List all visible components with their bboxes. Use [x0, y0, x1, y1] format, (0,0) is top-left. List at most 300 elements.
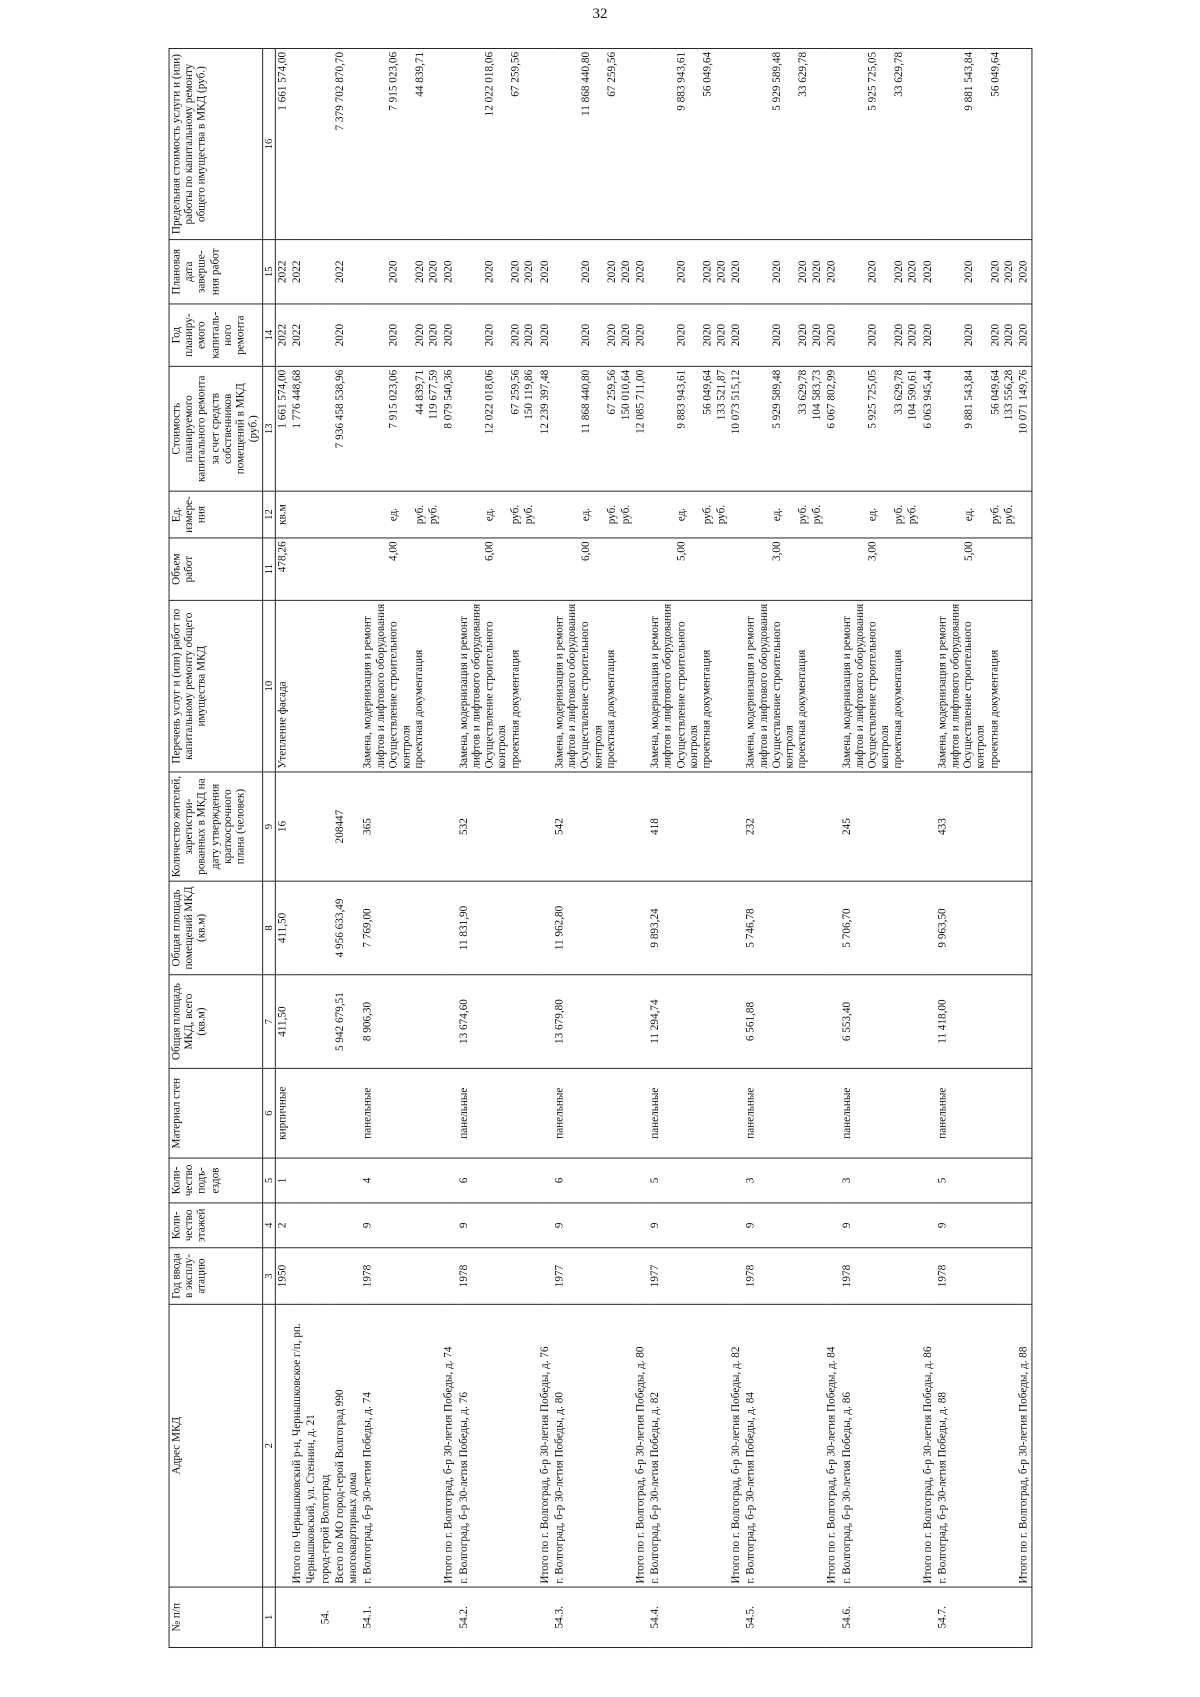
floors-count: 9 — [935, 1203, 1016, 1248]
limit-cost-cell — [442, 49, 457, 240]
column-number: 15 — [262, 240, 275, 304]
planned-year: 2020 — [866, 324, 879, 347]
column-number: 12 — [262, 492, 275, 539]
header-cell: Общая площадь МКД, всего (кв.м) — [169, 975, 262, 1069]
work-unit-cell — [275, 492, 290, 539]
work-unit-cell — [648, 492, 729, 539]
table-row — [839, 49, 920, 1648]
work-unit: руб. — [605, 505, 618, 525]
address: город-герой Волгоград — [318, 1305, 333, 1588]
due-year: 2020 — [509, 261, 522, 284]
table-row — [920, 49, 935, 1648]
limit-cost: 33 629,78 — [797, 52, 809, 98]
work-unit-cell — [552, 492, 633, 539]
rooms-area: 11 831,90 — [456, 882, 537, 976]
work-item-cell — [839, 601, 920, 773]
work-item: Замена, модернизация и ремонт лифтов и лифтового оборудования — [361, 604, 387, 770]
wall-material — [920, 1069, 935, 1159]
row-number: 54.1. — [361, 1588, 442, 1648]
header-cell: Коли-чество этажей — [169, 1203, 262, 1248]
entrances-count: 1 — [275, 1159, 290, 1204]
work-item: Осуществление строительного контроля — [866, 621, 891, 770]
total-area — [633, 975, 648, 1069]
due-year-cell — [290, 240, 318, 304]
planned-year: 2020 — [414, 324, 426, 347]
due-year: 2020 — [483, 261, 496, 284]
row-number — [537, 1588, 552, 1648]
limit-cost — [427, 52, 441, 236]
limit-cost — [906, 52, 920, 236]
residents-count: 365 — [361, 772, 442, 881]
address: г. Волгоград, б-р 30-летия Победы, д. 82 — [648, 1305, 729, 1588]
limit-cost-cell — [648, 49, 729, 240]
header-cell: Перечень услуг и (или) работ по капитальному ремонту общего имущества МКД — [169, 601, 262, 773]
floors-count — [729, 1203, 744, 1248]
total-area — [318, 975, 333, 1069]
rooms-area: 9 963,50 — [935, 882, 1016, 976]
work-item: Осуществление строительного контроля — [483, 621, 508, 770]
header-cell: Год планиру-емого капиталь-ного ремонта — [169, 304, 262, 366]
work-volume — [592, 542, 618, 598]
planned-year: 2022 — [276, 324, 289, 347]
due-year: 2020 — [523, 261, 536, 284]
work-item-cell — [744, 601, 825, 773]
rooms-area: 9 893,24 — [648, 882, 729, 976]
wall-material: панельные — [456, 1069, 537, 1159]
commission-year — [290, 1248, 318, 1305]
planned-year: 2020 — [797, 324, 809, 347]
entrances-count — [633, 1159, 648, 1204]
due-year: 2020 — [825, 261, 838, 284]
address: Итого по г. Волгоград, б-р 30-летия Победы, д. 88 — [1016, 1305, 1031, 1588]
planned-cost: 33 629,78 — [892, 370, 905, 416]
floors-count: 9 — [744, 1203, 825, 1248]
floors-count: 9 — [456, 1203, 537, 1248]
due-year: 2020 — [538, 261, 550, 284]
planned-cost-cell — [442, 367, 457, 492]
work-item: проектная документация — [508, 650, 521, 770]
due-year-cell — [361, 240, 442, 304]
rooms-area: 411,50 — [275, 882, 290, 976]
row-number — [442, 1588, 457, 1648]
work-volume: 4,00 — [387, 541, 400, 562]
limit-cost: 1 661 574,00 — [276, 52, 289, 112]
planned-cost: 9 881 543,84 — [962, 370, 974, 430]
total-area: 411,50 — [275, 975, 290, 1069]
due-year: 2022 — [276, 261, 289, 284]
work-unit-cell — [920, 492, 935, 539]
work-unit: ед. — [866, 508, 879, 522]
due-year: 2020 — [962, 261, 974, 284]
residents-count: 208447 — [333, 772, 361, 881]
planned-year-cell — [825, 304, 840, 366]
work-volume-cell — [275, 538, 290, 600]
due-year: 2020 — [387, 261, 400, 284]
planned-year: 2020 — [825, 324, 838, 347]
due-year: 2020 — [866, 261, 879, 284]
work-volume-cell — [935, 538, 1016, 600]
work-volume — [618, 542, 632, 598]
due-year-cell — [825, 240, 840, 304]
wall-material: кирпичные — [275, 1069, 290, 1159]
entrances-count: 5 — [935, 1159, 1016, 1204]
rooms-area: 11 962,80 — [552, 882, 633, 976]
work-item: Замена, модернизация и ремонт лифтов и лифтового оборудования — [744, 604, 770, 770]
work-volume-cell — [648, 538, 729, 600]
planned-year: 2020 — [483, 324, 496, 347]
limit-cost: 44 839,71 — [414, 52, 426, 98]
planned-cost-cell — [290, 367, 318, 492]
address: Итого по г. Волгоград, б-р 30-летия Победы, д. 74 — [442, 1305, 457, 1588]
planned-cost-cell — [537, 367, 552, 492]
work-volume-cell — [633, 538, 648, 600]
planned-year: 2020 — [988, 324, 1001, 347]
floors-count — [1016, 1203, 1031, 1248]
work-item-cell — [552, 601, 633, 773]
planned-cost: 12 022 018,06 — [483, 370, 496, 435]
planned-cost-cell — [729, 367, 744, 492]
planned-cost-cell — [935, 367, 1016, 492]
limit-cost-cell — [935, 49, 1016, 240]
work-unit: руб. — [988, 505, 1001, 525]
work-item-cell — [935, 601, 1016, 773]
work-unit-cell — [839, 492, 920, 539]
planned-cost: 6 063 945,44 — [921, 370, 934, 430]
header-cell: Год ввода в эксплу-атацию — [169, 1248, 262, 1305]
work-unit-cell — [318, 492, 333, 539]
total-area: 8 906,30 — [361, 975, 442, 1069]
due-year: 2020 — [714, 261, 727, 284]
commission-year — [825, 1248, 840, 1305]
commission-year: 1978 — [839, 1248, 920, 1305]
table-row — [318, 49, 333, 1648]
total-area — [442, 975, 457, 1069]
work-volume-cell — [744, 538, 825, 600]
total-area — [537, 975, 552, 1069]
table-row — [275, 49, 290, 1648]
work-volume-cell — [729, 538, 744, 600]
planned-cost-cell — [1016, 367, 1031, 492]
residents-count — [290, 772, 318, 881]
work-item-cell — [333, 601, 361, 773]
limit-cost — [810, 52, 824, 236]
floors-count — [442, 1203, 457, 1248]
work-item: Утепление фасада — [276, 681, 289, 770]
limit-cost-cell — [729, 49, 744, 240]
planned-year-cell — [275, 304, 290, 366]
row-number: 54.5. — [744, 1588, 825, 1648]
limit-cost: 5 925 725,05 — [866, 52, 879, 112]
address: г. Волгоград, б-р 30-летия Победы, д. 76 — [456, 1305, 537, 1588]
planned-cost-cell — [275, 367, 290, 492]
due-year-cell — [333, 240, 361, 304]
planned-cost: 7 936 458 538,96 — [333, 370, 346, 449]
due-year: 2020 — [442, 261, 455, 284]
planned-cost: 67 259,56 — [605, 370, 618, 416]
work-volume — [784, 542, 810, 598]
work-unit-cell — [333, 492, 361, 539]
rooms-area — [318, 882, 333, 976]
work-volume: 5,00 — [674, 541, 687, 562]
planned-year: 2020 — [634, 324, 646, 347]
due-year-cell — [318, 240, 333, 304]
total-area — [290, 975, 318, 1069]
floors-count — [920, 1203, 935, 1248]
work-item: Осуществление строительного контроля — [674, 621, 700, 770]
total-area — [920, 975, 935, 1069]
work-unit-cell — [290, 492, 318, 539]
commission-year — [1016, 1248, 1031, 1305]
work-unit-cell — [633, 492, 648, 539]
wall-material — [537, 1069, 552, 1159]
planned-cost: 44 839,71 — [414, 370, 426, 416]
work-volume: 478,26 — [276, 541, 289, 573]
planned-cost: 67 259,56 — [509, 370, 522, 416]
column-number-row — [262, 49, 275, 1648]
floors-count — [633, 1203, 648, 1248]
work-item: Замена, модернизация и ремонт лифтов и лифтового оборудования — [457, 604, 482, 770]
planned-cost: 33 629,78 — [797, 370, 809, 416]
header-cell: № п/п — [169, 1588, 262, 1648]
due-year: 2020 — [1002, 261, 1014, 284]
due-year-cell — [920, 240, 935, 304]
work-volume — [427, 542, 441, 598]
commission-year: 1977 — [648, 1248, 729, 1305]
work-item: проектная документация — [700, 650, 713, 770]
residents-count — [537, 772, 552, 881]
planned-year: 2020 — [427, 324, 440, 347]
work-item-cell — [648, 601, 729, 773]
row-number: 54. — [318, 1588, 333, 1648]
floors-count: 9 — [648, 1203, 729, 1248]
work-volume: 3,00 — [866, 541, 879, 562]
planned-cost-cell — [333, 367, 361, 492]
planned-cost: 1 776 448,68 — [291, 370, 303, 430]
planned-year: 2020 — [509, 324, 522, 347]
residents-count — [633, 772, 648, 881]
wall-material: панельные — [839, 1069, 920, 1159]
due-year: 2020 — [414, 261, 426, 284]
floors-count — [333, 1203, 361, 1248]
entrances-count — [920, 1159, 935, 1204]
planned-year: 2020 — [538, 324, 550, 347]
planned-cost-cell — [839, 367, 920, 492]
planned-year: 2020 — [1017, 324, 1029, 347]
floors-count: 9 — [552, 1203, 633, 1248]
work-volume-cell — [361, 538, 442, 600]
work-item: Замена, модернизация и ремонт лифтов и лифтового оборудования — [648, 604, 674, 770]
address: Итого по г. Волгоград, б-р 30-летия Победы, д. 86 — [920, 1305, 935, 1588]
entrances-count — [729, 1159, 744, 1204]
entrances-count — [537, 1159, 552, 1204]
work-item-cell — [633, 601, 648, 773]
wall-material: панельные — [552, 1069, 633, 1159]
planned-year: 2020 — [714, 324, 727, 347]
work-volume — [810, 542, 824, 598]
planned-cost: 12 085 711,00 — [634, 370, 646, 435]
entrances-count — [318, 1159, 333, 1204]
due-year: 2020 — [988, 261, 1001, 284]
work-volume-cell — [333, 538, 361, 600]
work-item: проектная документация — [796, 650, 808, 770]
due-year-cell — [839, 240, 920, 304]
column-number: 5 — [262, 1159, 275, 1204]
header-cell: Количество жителей, зарегистри-рованных в МКД на дату утверждения краткосрочного плана (человек) — [169, 772, 262, 881]
due-year: 2022 — [291, 261, 303, 284]
planned-year: 2020 — [962, 324, 974, 347]
planned-cost: 150 010,64 — [619, 370, 631, 421]
column-number: 2 — [262, 1305, 275, 1588]
residents-count: 418 — [648, 772, 729, 881]
commission-year — [633, 1248, 648, 1305]
due-year: 2020 — [427, 261, 440, 284]
limit-cost-cell — [290, 49, 318, 240]
limit-cost — [523, 52, 537, 236]
work-item: проектная документация — [987, 650, 1000, 770]
address: Всего по МО город-герой Волгоград 990 многоквартирных дома — [333, 1305, 361, 1588]
planned-year: 2020 — [906, 324, 919, 347]
due-year: 2022 — [333, 261, 346, 284]
planned-year-cell — [920, 304, 935, 366]
address: Итого по Чернышковский р-н, Чернышковское г/п, рп. Чернышковский, ул. Стеннин, д. 21 — [290, 1305, 318, 1588]
due-year: 2020 — [634, 261, 646, 284]
work-unit-cell — [361, 492, 442, 539]
work-item: проектная документация — [604, 650, 617, 770]
work-item-cell — [920, 601, 935, 773]
work-item: Осуществление строительного контроля — [387, 621, 412, 770]
limit-cost-cell — [456, 49, 537, 240]
entrances-count — [333, 1159, 361, 1204]
residents-count — [729, 772, 744, 881]
work-volume — [714, 542, 728, 598]
work-volume: 6,00 — [579, 541, 591, 562]
planned-year: 2020 — [674, 324, 687, 347]
total-area: 5 942 679,51 — [333, 975, 361, 1069]
planned-year: 2020 — [619, 324, 631, 347]
rooms-area — [442, 882, 457, 976]
due-year-cell — [633, 240, 648, 304]
row-number — [729, 1588, 744, 1648]
work-volume — [401, 542, 427, 598]
due-year: 2020 — [701, 261, 714, 284]
work-volume-cell — [442, 538, 457, 600]
due-year: 2020 — [619, 261, 631, 284]
work-volume: 6,00 — [483, 541, 496, 562]
planned-cost: 104 583,73 — [810, 370, 823, 421]
table-row — [648, 49, 729, 1648]
work-item-cell — [456, 601, 537, 773]
work-volume — [906, 542, 920, 598]
limit-cost — [618, 52, 632, 236]
planned-year-cell — [1016, 304, 1031, 366]
row-number — [825, 1588, 840, 1648]
header-row — [169, 49, 262, 1648]
planned-cost: 5 925 725,05 — [866, 370, 879, 430]
work-volume-cell — [920, 538, 935, 600]
due-year: 2020 — [1017, 261, 1029, 284]
work-item-cell — [1016, 601, 1031, 773]
total-area — [825, 975, 840, 1069]
work-volume — [879, 542, 905, 598]
address: г. Волгоград, б-р 30-летия Победы, д. 80 — [552, 1305, 633, 1588]
residents-count — [825, 772, 840, 881]
planned-year-cell — [456, 304, 537, 366]
planned-year-cell — [744, 304, 825, 366]
planned-cost: 8 079 540,36 — [442, 370, 455, 430]
commission-year: 1950 — [275, 1248, 290, 1305]
residents-count — [1016, 772, 1031, 881]
planned-cost: 133 521,87 — [714, 370, 727, 421]
work-volume-cell — [1016, 538, 1031, 600]
rooms-area — [633, 882, 648, 976]
limit-cost: 11 868 440,80 — [579, 52, 591, 117]
total-area: 13 679,80 — [552, 975, 633, 1069]
work-item: Осуществление строительного контроля — [578, 621, 604, 770]
address: г. Волгоград, б-р 30-летия Победы, д. 74 — [361, 1305, 442, 1588]
planned-cost: 133 556,28 — [1002, 370, 1014, 421]
work-unit: ед. — [387, 508, 400, 522]
due-year: 2020 — [906, 261, 919, 284]
limit-cost: 56 049,64 — [988, 52, 1001, 98]
due-year: 2020 — [729, 261, 742, 284]
table-row — [633, 49, 648, 1648]
table-row — [442, 49, 457, 1648]
planned-cost-cell — [456, 367, 537, 492]
address: г. Волгоград, б-р 30-летия Победы, д. 88 — [935, 1305, 1016, 1588]
limit-cost-cell — [839, 49, 920, 240]
work-item-cell — [442, 601, 457, 773]
planned-year: 2020 — [921, 324, 934, 347]
work-unit: руб. — [523, 505, 536, 525]
work-item: Замена, модернизация и ремонт лифтов и лифтового оборудования — [840, 604, 865, 770]
work-item-cell — [290, 601, 318, 773]
column-number: 7 — [262, 975, 275, 1069]
header-cell: Коли-чество подъ-ездов — [169, 1159, 262, 1204]
planned-year: 2022 — [291, 324, 303, 347]
work-unit: руб. — [906, 505, 919, 525]
table-row — [729, 49, 744, 1648]
row-number — [1016, 1588, 1031, 1648]
work-item: Замена, модернизация и ремонт лифтов и лифтового оборудования — [553, 604, 578, 770]
limit-cost: 9 881 543,84 — [962, 52, 974, 112]
planned-cost: 12 239 397,48 — [538, 370, 550, 435]
header-cell: Общая площадь помещений МКД (кв.м) — [169, 882, 262, 976]
limit-cost — [1002, 52, 1016, 236]
limit-cost-cell — [633, 49, 648, 240]
rooms-area: 5 706,70 — [839, 882, 920, 976]
due-year-cell — [1016, 240, 1031, 304]
address: Итого по г. Волгоград, б-р 30-летия Победы, д. 84 — [825, 1305, 840, 1588]
planned-cost-cell — [361, 367, 442, 492]
due-year: 2020 — [605, 261, 618, 284]
residents-count: 16 — [275, 772, 290, 881]
planned-year: 2020 — [387, 324, 400, 347]
limit-cost-cell — [825, 49, 840, 240]
planned-cost: 56 049,64 — [701, 370, 714, 416]
work-unit: руб. — [701, 505, 714, 525]
planned-cost: 150 119,86 — [523, 370, 536, 421]
commission-year: 1978 — [456, 1248, 537, 1305]
due-year: 2020 — [921, 261, 934, 284]
rooms-area — [825, 882, 840, 976]
work-volume — [523, 542, 537, 598]
total-area: 6 561,88 — [744, 975, 825, 1069]
planned-cost: 10 073 515,12 — [729, 370, 742, 435]
limit-cost-cell — [318, 49, 333, 240]
due-year-cell — [744, 240, 825, 304]
table-row — [744, 49, 825, 1648]
floors-count — [318, 1203, 333, 1248]
